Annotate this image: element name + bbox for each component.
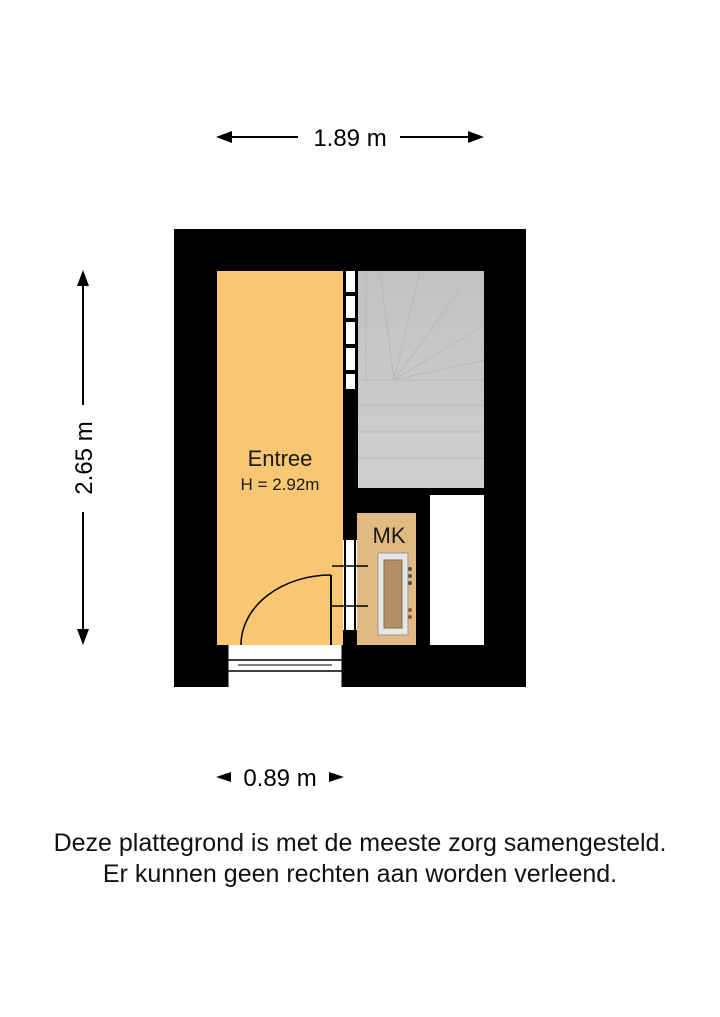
disclaimer-line-2: Er kunnen geen rechten aan worden verleend. [102,860,618,888]
room-label-entree: Entree [247,446,313,471]
left-height-label: 2.65 m [71,421,98,495]
bottom-dimension [216,765,344,792]
stairs [358,271,484,488]
meter-panel [378,553,412,635]
disclaimer-line-1: Deze plattegrond is met de meeste zorg samengesteld. [53,829,667,857]
top-dimension [216,125,484,152]
disclaimer [0,828,720,890]
room-label-mk: MK [372,523,406,548]
bottom-width-label: 0.89 m [243,765,317,792]
left-dimension [71,270,98,645]
partition-opening [343,271,358,389]
front-window [228,645,342,687]
room-height-entree: H = 2.92m [240,475,320,494]
top-width-label: 1.89 m [313,125,387,152]
